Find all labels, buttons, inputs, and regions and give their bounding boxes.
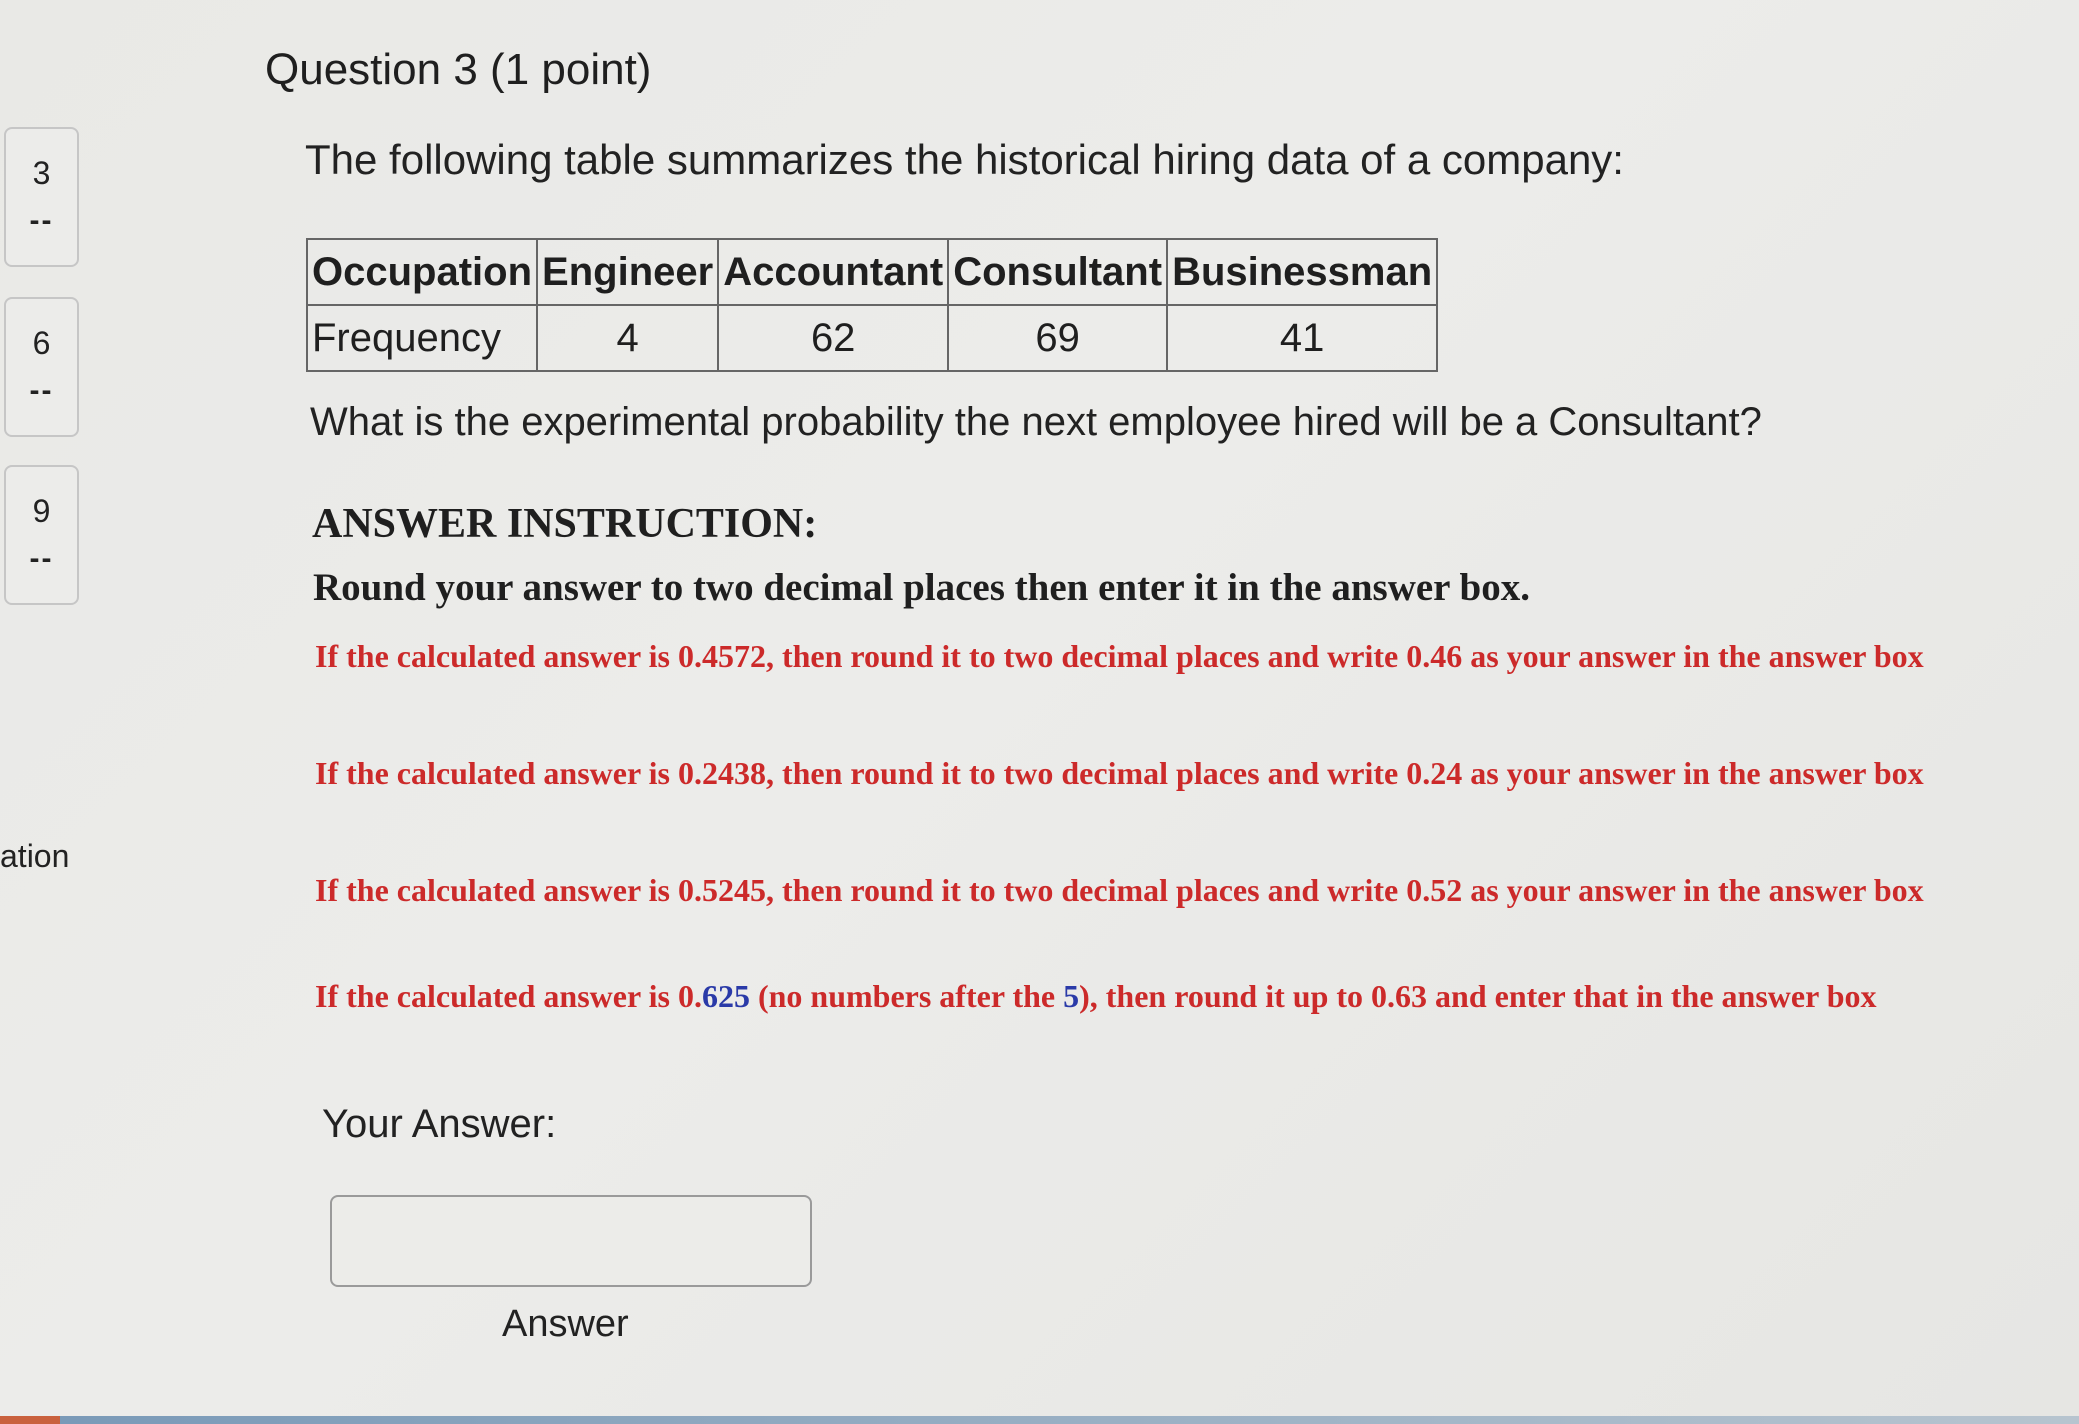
table-header-cell: Accountant: [718, 239, 948, 305]
instruction-heading: ANSWER INSTRUCTION:: [312, 501, 818, 547]
table-header-cell: Engineer: [537, 239, 718, 305]
example-highlight: 625: [701, 978, 750, 1014]
example-text: (no numbers after the: [749, 978, 1064, 1014]
answer-label: Your Answer:: [322, 1102, 557, 1146]
nav-question-status: --: [29, 542, 54, 575]
table-header-cell: Consultant: [948, 239, 1167, 305]
question-intro: The following table summarizes the historical hiring data of a company:: [305, 136, 1624, 183]
table-cell: 62: [718, 305, 948, 371]
table-header-cell: Occupation: [307, 239, 537, 305]
answer-caption: Answer: [502, 1303, 629, 1345]
example-highlight: 5: [1063, 978, 1080, 1014]
table-cell: 41: [1167, 305, 1437, 371]
instruction-example-1: If the calculated answer is 0.4572, then round it to two decimal places and write 0.46 as your answer in the answer box: [315, 638, 1924, 674]
nav-question-9[interactable]: [4, 465, 79, 605]
table-cell: 4: [537, 305, 718, 371]
example-text: ), then round it up to 0.63 and enter that in the answer box: [1079, 978, 1877, 1014]
example-text: If the calculated answer is 0.: [315, 978, 702, 1014]
nav-question-6[interactable]: [4, 297, 79, 437]
table-cell: 69: [948, 305, 1167, 371]
table-row-label: Frequency: [307, 305, 537, 371]
question-title: [265, 45, 651, 95]
nav-question-3[interactable]: [4, 127, 79, 267]
instruction-example-2: If the calculated answer is 0.2438, then round it to two decimal places and write 0.24 as your answer in the answer box: [315, 755, 1924, 791]
bottom-edge-strip: [0, 1416, 2079, 1424]
instruction-example-4: [315, 968, 1935, 1024]
question-number: Question 3: [265, 45, 478, 94]
nav-question-number: 9: [32, 493, 51, 529]
nav-question-status: --: [29, 204, 54, 237]
nav-question-number: 6: [32, 325, 51, 361]
question-points: (1 point): [490, 45, 652, 94]
nav-section-label[interactable]: ation: [0, 838, 70, 874]
hiring-data-table: [306, 238, 1438, 372]
instruction-main: Round your answer to two decimal places then enter it in the answer box.: [313, 566, 1530, 609]
table-row: [307, 305, 1437, 371]
instruction-example-3: If the calculated answer is 0.5245, then round it to two decimal places and write 0.52 as your answer in the answer box: [315, 872, 1924, 908]
nav-question-number: 3: [32, 155, 51, 191]
question-prompt: What is the experimental probability the next employee hired will be a Consultant?: [310, 400, 1762, 444]
table-header-cell: Businessman: [1167, 239, 1437, 305]
answer-input[interactable]: [330, 1195, 812, 1287]
table-header-row: [307, 239, 1437, 305]
nav-question-status: --: [29, 374, 54, 407]
